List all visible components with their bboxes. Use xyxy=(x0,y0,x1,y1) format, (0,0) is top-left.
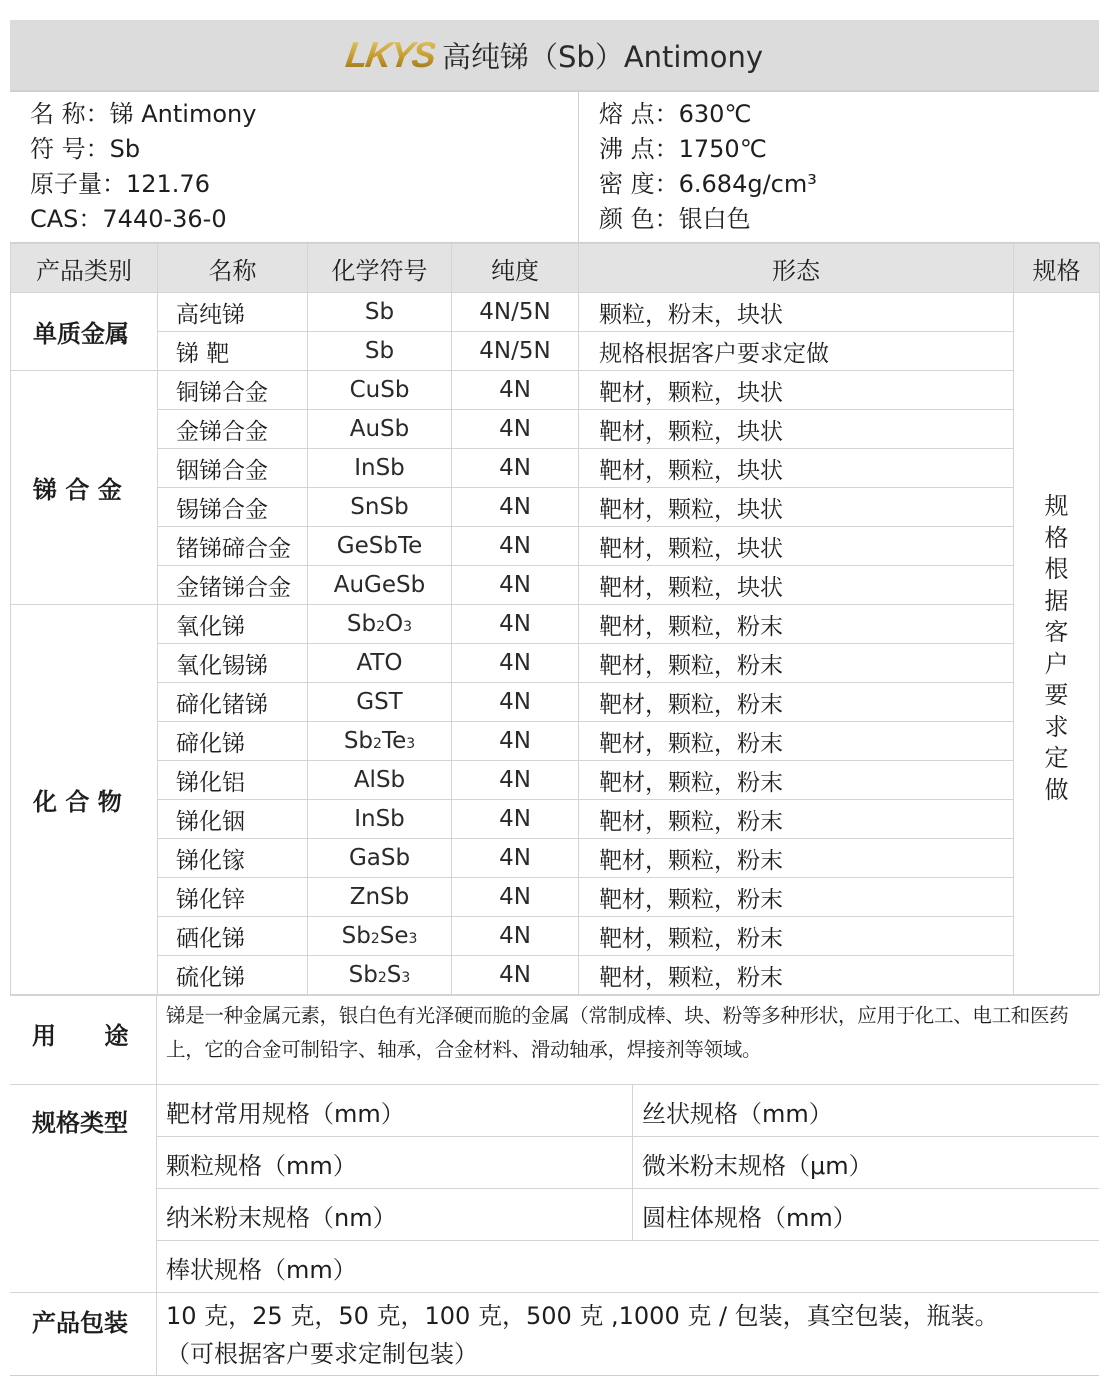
spec-row xyxy=(157,1241,1099,1292)
packaging-text xyxy=(157,1293,1099,1375)
table-row xyxy=(11,410,1100,449)
purity: 4N xyxy=(452,761,579,800)
purity: 4N xyxy=(452,800,579,839)
product-form: 靶材，颗粒，粉末 xyxy=(579,800,1014,839)
chemical-symbol: InSb xyxy=(308,449,452,488)
purity: 4N/5N xyxy=(452,293,579,332)
chemical-symbol: Sb2S3 xyxy=(308,956,452,995)
properties-panel xyxy=(10,92,1099,243)
purity: 4N xyxy=(452,683,579,722)
product-form: 靶材，颗粒，粉末 xyxy=(579,839,1014,878)
packaging-section xyxy=(10,1292,1099,1375)
purity: 4N xyxy=(452,566,579,605)
properties-right xyxy=(579,92,1099,242)
spec-note-cell xyxy=(1014,293,1100,995)
chemical-symbol: GaSb xyxy=(308,839,452,878)
table-row xyxy=(11,566,1100,605)
table-row xyxy=(11,917,1100,956)
product-form: 靶材，颗粒，粉末 xyxy=(579,644,1014,683)
purity: 4N xyxy=(452,410,579,449)
product-name: 氧化锑 xyxy=(158,605,308,644)
table-row xyxy=(11,683,1100,722)
table-row xyxy=(11,761,1100,800)
product-name: 铜锑合金 xyxy=(158,371,308,410)
usage-label: 用 途 xyxy=(10,996,157,1084)
company-logo: LKYS xyxy=(343,34,437,75)
spec-note: 规格根据客户要求定做 xyxy=(1044,492,1069,804)
product-name: 铟锑合金 xyxy=(158,449,308,488)
product-name: 金锗锑合金 xyxy=(158,566,308,605)
product-name: 锑化铝 xyxy=(158,761,308,800)
table-row xyxy=(11,800,1100,839)
chemical-symbol: ZnSb xyxy=(308,878,452,917)
table-header-row xyxy=(11,244,1100,293)
purity: 4N xyxy=(452,527,579,566)
table-row xyxy=(11,956,1100,995)
product-form: 靶材，颗粒，粉末 xyxy=(579,683,1014,722)
product-form: 靶材，颗粒，块状 xyxy=(579,488,1014,527)
product-name: 锑化铟 xyxy=(158,800,308,839)
chemical-symbol: AlSb xyxy=(308,761,452,800)
spec-rod: 棒状规格（mm） xyxy=(166,1256,357,1284)
product-name: 硫化锑 xyxy=(158,956,308,995)
property-density: 密 度：6.684g/cm³ xyxy=(599,170,817,198)
property-name: 名 称：锑 Antimony xyxy=(30,100,257,128)
chemical-symbol: ATO xyxy=(308,644,452,683)
header-name: 名称 xyxy=(158,244,308,293)
page-title: 高纯锑（Sb）Antimony xyxy=(442,39,763,74)
property-color: 颜 色：银白色 xyxy=(599,205,751,233)
product-table xyxy=(10,243,1100,995)
header-spec: 规格 xyxy=(1014,244,1100,293)
purity: 4N xyxy=(452,644,579,683)
product-form: 靶材，颗粒，粉末 xyxy=(579,605,1014,644)
product-form: 靶材，颗粒，粉末 xyxy=(579,917,1014,956)
chemical-symbol: Sb xyxy=(308,293,452,332)
spec-row xyxy=(157,1085,1099,1137)
purity: 4N xyxy=(452,839,579,878)
chemical-symbol: AuSb xyxy=(308,410,452,449)
spec-cylinder: 圆柱体规格（mm） xyxy=(642,1204,857,1232)
product-form: 靶材，颗粒，块状 xyxy=(579,371,1014,410)
property-melting-point: 熔 点：630℃ xyxy=(599,100,752,128)
product-name: 锑 靶 xyxy=(158,332,308,371)
chemical-symbol: GeSbTe xyxy=(308,527,452,566)
table-row xyxy=(11,293,1100,332)
chemical-symbol: AuGeSb xyxy=(308,566,452,605)
purity: 4N xyxy=(452,371,579,410)
table-row xyxy=(11,527,1100,566)
product-form: 靶材，颗粒，粉末 xyxy=(579,722,1014,761)
product-sheet xyxy=(10,20,1099,1376)
spec-types-grid xyxy=(157,1085,1099,1292)
chemical-symbol: SnSb xyxy=(308,488,452,527)
chemical-symbol: CuSb xyxy=(308,371,452,410)
product-name: 氧化锡锑 xyxy=(158,644,308,683)
product-form: 靶材，颗粒，块状 xyxy=(579,449,1014,488)
category-cell: 化 合 物 xyxy=(11,605,158,995)
product-name: 锡锑合金 xyxy=(158,488,308,527)
table-row xyxy=(11,488,1100,527)
spec-target: 靶材常用规格（mm） xyxy=(157,1085,633,1136)
purity: 4N xyxy=(452,878,579,917)
table-row xyxy=(11,605,1100,644)
product-form: 靶材，颗粒，块状 xyxy=(579,410,1014,449)
product-form: 靶材，颗粒，块状 xyxy=(579,527,1014,566)
product-form: 靶材，颗粒，粉末 xyxy=(579,761,1014,800)
table-row xyxy=(11,644,1100,683)
header-form: 形态 xyxy=(579,244,1014,293)
purity: 4N xyxy=(452,488,579,527)
product-name: 碲化锑 xyxy=(158,722,308,761)
product-form: 靶材，颗粒，粉末 xyxy=(579,956,1014,995)
chemical-symbol: GST xyxy=(308,683,452,722)
table-row xyxy=(11,449,1100,488)
spec-nano-powder: 纳米粉末规格（nm） xyxy=(157,1189,633,1240)
packaging-line-1: 10 克，25 克，50 克，100 克，500 克 ,1000 克 / 包装，真空包装，瓶装。 xyxy=(166,1302,999,1330)
spec-types-label: 规格类型 xyxy=(10,1085,157,1292)
chemical-symbol: Sb xyxy=(308,332,452,371)
header-purity: 纯度 xyxy=(452,244,579,293)
product-name: 硒化锑 xyxy=(158,917,308,956)
purity: 4N xyxy=(452,956,579,995)
chemical-symbol: Sb2Te3 xyxy=(308,722,452,761)
spec-row xyxy=(157,1189,1099,1241)
header-symbol: 化学符号 xyxy=(308,244,452,293)
chemical-symbol: Sb2Se3 xyxy=(308,917,452,956)
header-category: 产品类别 xyxy=(11,244,158,293)
spec-wire: 丝状规格（mm） xyxy=(642,1100,833,1128)
property-symbol: 符 号：Sb xyxy=(30,135,141,163)
purity: 4N xyxy=(452,605,579,644)
product-name: 锑化镓 xyxy=(158,839,308,878)
product-name: 锑化锌 xyxy=(158,878,308,917)
product-name: 金锑合金 xyxy=(158,410,308,449)
purity: 4N xyxy=(452,722,579,761)
usage-section xyxy=(10,995,1099,1084)
property-atomic-weight: 原子量：121.76 xyxy=(30,170,210,198)
table-row xyxy=(11,371,1100,410)
spec-granule: 颗粒规格（mm） xyxy=(157,1137,633,1188)
title-bar xyxy=(10,20,1099,92)
property-boiling-point: 沸 点：1750℃ xyxy=(599,135,767,163)
spec-types-section xyxy=(10,1084,1099,1292)
usage-text: 锑是一种金属元素，银白色有光泽硬而脆的金属（常制成棒、块、粉等多种形状，应用于化工、电工和医药上，它的合金可制铅字、轴承，合金材料、滑动轴承，焊接剂等领域。 xyxy=(166,1004,1069,1061)
category-cell: 锑 合 金 xyxy=(11,371,158,605)
spec-row xyxy=(157,1137,1099,1189)
properties-left xyxy=(10,92,579,242)
chemical-symbol: InSb xyxy=(308,800,452,839)
purity: 4N xyxy=(452,449,579,488)
purity: 4N/5N xyxy=(452,332,579,371)
product-name: 碲化锗锑 xyxy=(158,683,308,722)
property-cas: CAS：7440-36-0 xyxy=(30,205,227,233)
packaging-label: 产品包装 xyxy=(10,1293,157,1375)
category-cell: 单质金属 xyxy=(11,293,158,371)
purity: 4N xyxy=(452,917,579,956)
product-name: 锗锑碲合金 xyxy=(158,527,308,566)
packaging-line-2: （可根据客户要求定制包装） xyxy=(166,1340,478,1368)
product-form: 规格根据客户要求定做 xyxy=(579,332,1014,371)
product-form: 靶材，颗粒，块状 xyxy=(579,566,1014,605)
chemical-symbol: Sb2O3 xyxy=(308,605,452,644)
spec-micron-powder: 微米粉末规格（μm） xyxy=(642,1152,873,1180)
table-row xyxy=(11,839,1100,878)
table-row xyxy=(11,332,1100,371)
table-row xyxy=(11,722,1100,761)
product-name: 高纯锑 xyxy=(158,293,308,332)
table-row xyxy=(11,878,1100,917)
product-form: 靶材，颗粒，粉末 xyxy=(579,878,1014,917)
product-form: 颗粒，粉末，块状 xyxy=(579,293,1014,332)
